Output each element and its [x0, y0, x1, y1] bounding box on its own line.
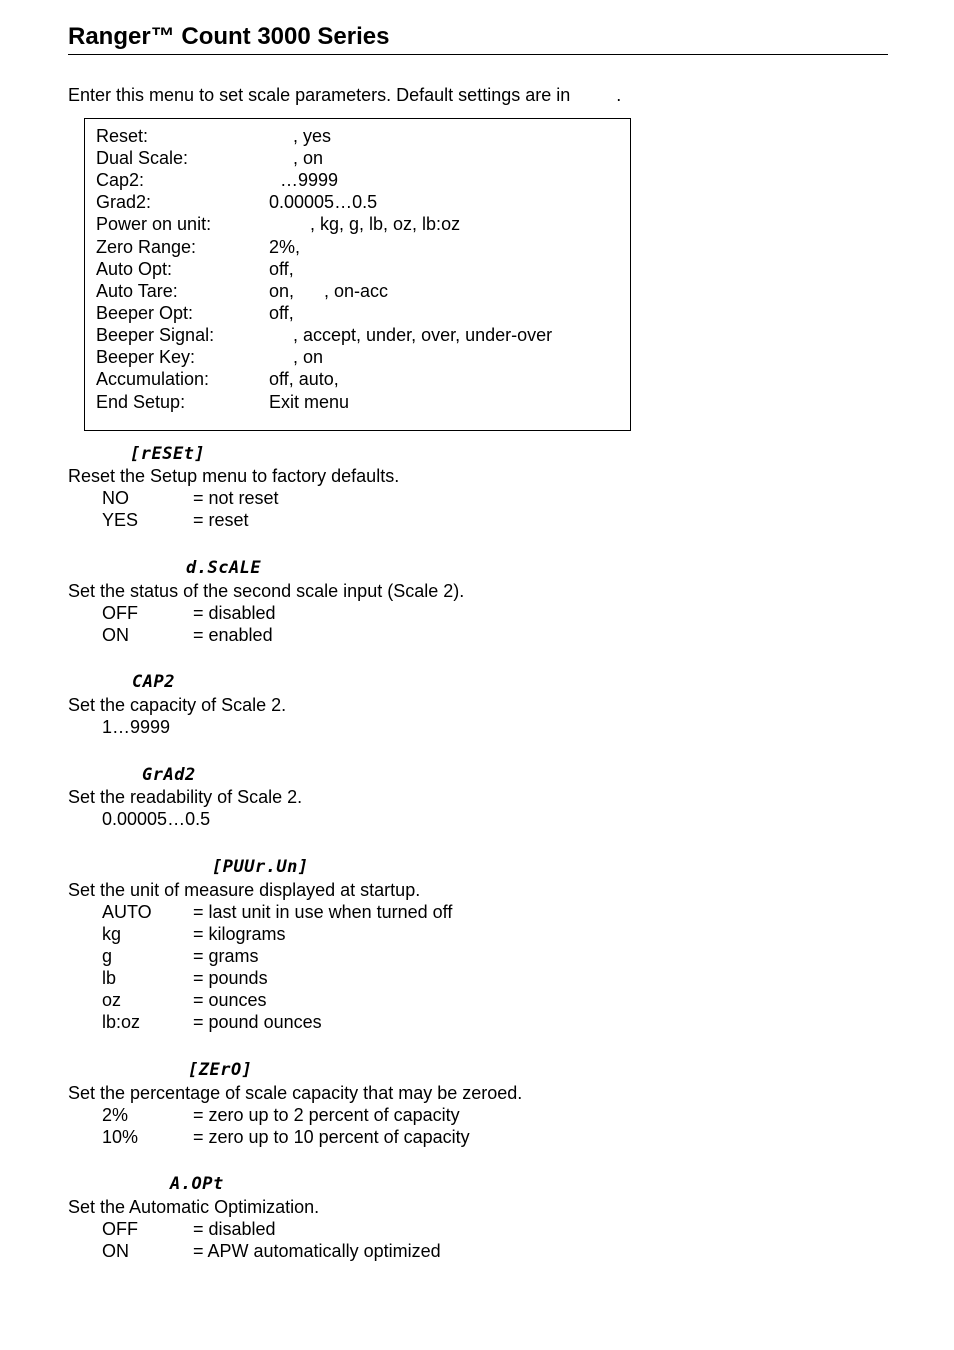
- summary-value: , yes: [293, 126, 332, 146]
- option-value: = grams: [193, 946, 259, 966]
- option-row: [102, 1218, 602, 1240]
- lcd-display-reset: [rESEt]: [130, 444, 206, 464]
- summary-label: Beeper Key:: [96, 347, 196, 367]
- option-key: OFF: [102, 1219, 138, 1239]
- page-title: Ranger™ Count 3000 Series: [68, 23, 390, 50]
- option-row: [102, 1240, 602, 1262]
- intro-text: Enter this menu to set scale parameters. Default settings are in: [68, 85, 571, 105]
- option-value: = zero up to 2 percent of capacity: [193, 1105, 460, 1125]
- option-row: [102, 901, 602, 923]
- summary-value: off,: [269, 259, 294, 279]
- summary-label: Power on unit:: [96, 214, 212, 234]
- summary-value: , on: [293, 347, 324, 367]
- option-key: oz: [102, 990, 122, 1010]
- option-row: [102, 1104, 602, 1126]
- option-key: AUTO: [102, 902, 152, 922]
- option-value: = disabled: [193, 603, 276, 623]
- option-key: lb: [102, 968, 117, 988]
- option-value: = disabled: [193, 1219, 276, 1239]
- option-key: g: [102, 946, 113, 966]
- section-description: Set the unit of measure displayed at startup.: [68, 880, 421, 900]
- option-key: ON: [102, 625, 129, 645]
- option-value: = kilograms: [193, 924, 286, 944]
- option-value: = pounds: [193, 968, 268, 988]
- lcd-display-cap2: CAP2: [132, 672, 175, 692]
- summary-label: Beeper Signal:: [96, 325, 215, 345]
- option-row: [102, 945, 602, 967]
- summary-label: Auto Opt:: [96, 259, 173, 279]
- option-value: = last unit in use when turned off: [193, 902, 453, 922]
- summary-label: Beeper Opt:: [96, 303, 194, 323]
- option-value: = reset: [193, 510, 249, 530]
- option-row: [102, 967, 602, 989]
- summary-value: Exit menu: [269, 392, 350, 412]
- option-row: [102, 487, 602, 509]
- summary-label: End Setup:: [96, 392, 186, 412]
- lcd-display-power-on-unit: [PUUr.Un]: [212, 857, 309, 877]
- summary-label: Grad2:: [96, 192, 152, 212]
- summary-label: Zero Range:: [96, 237, 197, 257]
- summary-label: Reset:: [96, 126, 149, 146]
- lcd-display-dual-scale: d.ScALE: [186, 558, 262, 578]
- option-row: [102, 923, 602, 945]
- intro-paragraph: [68, 84, 621, 106]
- option-key: ON: [102, 1241, 129, 1261]
- option-key: NO: [102, 488, 129, 508]
- intro-end: .: [616, 85, 622, 105]
- summary-label: Cap2:: [96, 170, 145, 190]
- option-value: = pound ounces: [193, 1012, 322, 1032]
- option-row: [102, 1011, 602, 1033]
- section-description: Set the Automatic Optimization.: [68, 1197, 320, 1217]
- option-value: = ounces: [193, 990, 267, 1010]
- option-key: YES: [102, 510, 139, 530]
- option-value: = zero up to 10 percent of capacity: [193, 1127, 470, 1147]
- summary-value: 2%,: [269, 237, 301, 257]
- summary-value: , accept, under, over, under-over: [293, 325, 553, 345]
- header-divider: [68, 54, 888, 55]
- section-description: Reset the Setup menu to factory defaults.: [68, 466, 400, 486]
- summary-label: Dual Scale:: [96, 148, 189, 168]
- option-value: = not reset: [193, 488, 279, 508]
- summary-value: on, , on-acc: [269, 281, 389, 301]
- option-value: = enabled: [193, 625, 273, 645]
- option-value: = APW automatically optimized: [193, 1241, 441, 1261]
- summary-label: Accumulation:: [96, 369, 210, 389]
- summary-value: off,: [269, 303, 294, 323]
- option-key: 1…9999: [102, 717, 171, 737]
- option-row: [102, 509, 602, 531]
- lcd-display-grad2: GrAd2: [142, 765, 196, 785]
- option-key: kg: [102, 924, 122, 944]
- summary-value: , kg, g, lb, oz, lb:oz: [310, 214, 461, 234]
- summary-value: off, auto,: [269, 369, 339, 389]
- option-row: [102, 624, 602, 646]
- lcd-display-zero-range: [ZErO]: [188, 1060, 253, 1080]
- option-row: [102, 989, 602, 1011]
- option-row: [102, 1126, 602, 1148]
- option-key: lb:oz: [102, 1012, 141, 1032]
- lcd-display-auto-opt: A.OPt: [170, 1174, 224, 1194]
- option-key: 0.00005…0.5: [102, 809, 211, 829]
- section-description: Set the readability of Scale 2.: [68, 787, 303, 807]
- option-key: 2%: [102, 1105, 129, 1125]
- option-row: [102, 808, 602, 830]
- option-row: [102, 602, 602, 624]
- section-description: Set the capacity of Scale 2.: [68, 695, 287, 715]
- summary-value: 0.00005…0.5: [269, 192, 378, 212]
- section-description: Set the percentage of scale capacity that may be zeroed.: [68, 1083, 523, 1103]
- summary-label: Auto Tare:: [96, 281, 178, 301]
- option-row: [102, 716, 602, 738]
- option-key: OFF: [102, 603, 138, 623]
- summary-value: …9999: [280, 170, 339, 190]
- option-key: 10%: [102, 1127, 139, 1147]
- summary-value: , on: [293, 148, 324, 168]
- section-description: Set the status of the second scale input (Scale 2).: [68, 581, 465, 601]
